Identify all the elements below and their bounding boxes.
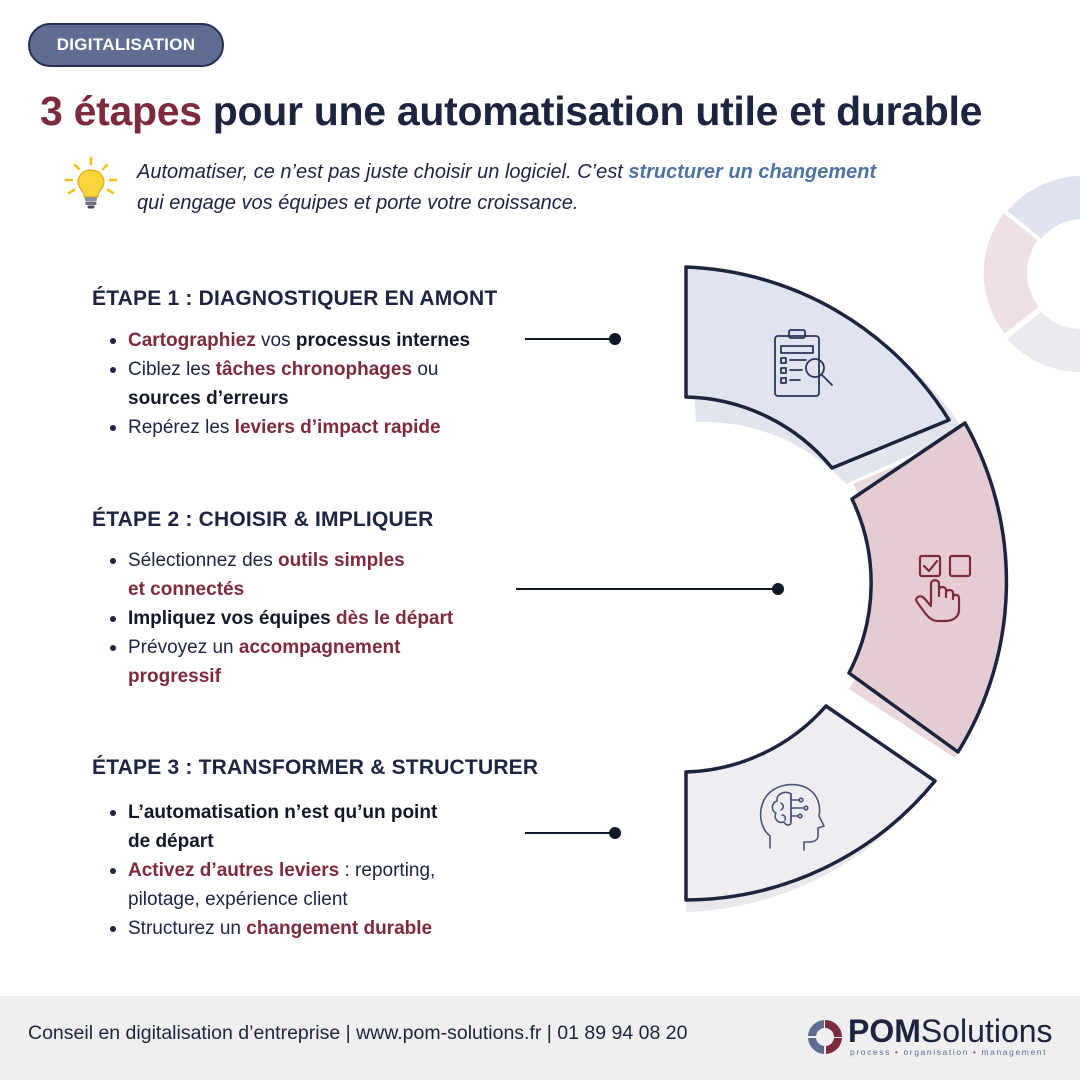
title-rest: pour une automatisation utile et durable [201,88,983,134]
pom-solutions-logo[interactable] [806,1014,1056,1064]
title-accent: 3 étapes [40,88,202,134]
footer-contact-text: Conseil en digitalisation d’entreprise | www.pom-solutions.fr | 01 89 94 08 20 [28,1022,688,1044]
segment-3-shadow [686,715,935,912]
step-2-connector [516,588,778,590]
segment-1 [686,267,949,468]
decorative-cycle-icon [980,176,1080,372]
list-item: Sélectionnez des outils simples et connectés [108,546,453,604]
intro-highlight: structurer un changement [628,161,877,183]
step-3-connector [525,832,615,834]
segment-2-shadow [849,436,1003,758]
list-item: Cartographiez vos processus internes [108,326,470,355]
intro-text: Automatiser, ce n’est pas juste choisir un logiciel. C’est structurer un changement qui engage vos équipes et porte votre croissance. [137,161,877,214]
page-title [40,88,1060,135]
segment-1-shadow [686,280,964,484]
footer [0,996,1080,1080]
clipboard-search-icon [775,330,832,396]
step-1-connector [525,338,615,340]
list-item: Repérez les leviers d’impact rapide [108,413,470,442]
list-item: Prévoyez un accompagnement progressif [108,633,453,691]
list-item: Structurez un changement durable [108,914,437,943]
category-badge: DIGITALISATION [28,23,224,67]
list-item: Activez d’autres leviers : reporting, pilotage, expérience client [108,856,437,914]
logo-mark-icon [806,1018,844,1056]
hand-checkbox-icon [916,556,970,621]
lightbulb-icon [60,156,122,212]
logo-tagline: process • organisation • management [850,1047,1048,1057]
logo-name: POMSolutions [848,1013,1053,1049]
step-3-title: ÉTAPE 3 : TRANSFORMER & STRUCTURER [92,756,539,779]
list-item: Ciblez les tâches chronophages ou sources d’erreurs [108,355,470,413]
segment-2 [849,423,1006,752]
connector-dot [609,827,621,839]
list-item: Impliquez vos équipes dès le départ [108,604,453,633]
step-1-title: ÉTAPE 1 : DIAGNOSTIQUER EN AMONT [92,287,498,310]
connector-dot [772,583,784,595]
step-2-bullets [108,546,453,691]
brain-head-icon [761,785,824,850]
step-3-bullets [108,798,437,943]
step-2-title: ÉTAPE 2 : CHOISIR & IMPLIQUER [92,508,434,531]
list-item: L’automatisation n’est qu’un point de départ [108,798,437,856]
step-1-bullets [108,326,470,442]
segment-3 [686,706,935,900]
connector-dot [609,333,621,345]
